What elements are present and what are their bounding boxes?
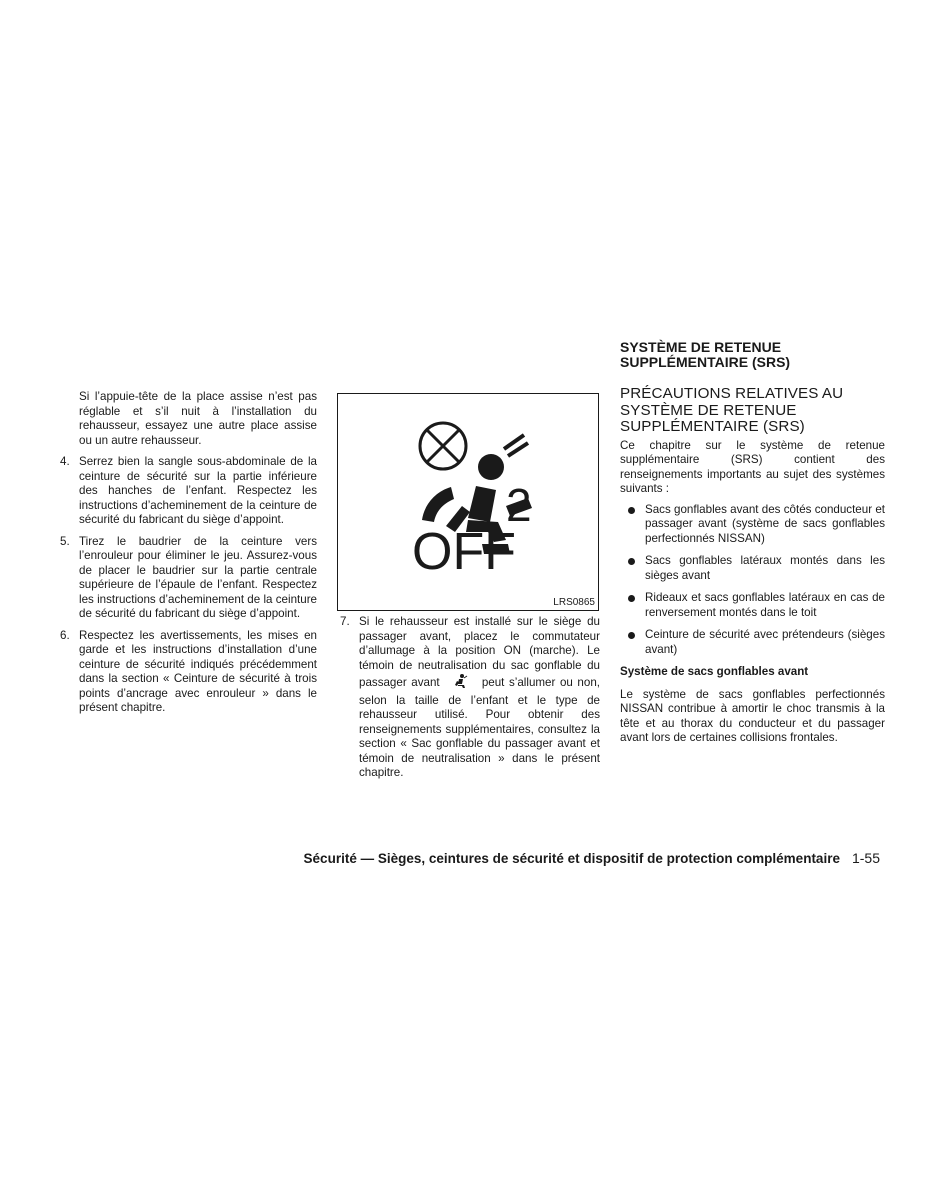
list-item — [340, 615, 600, 781]
item-text: Respectez les avertissements, les mises en garde et les instructions d’installation d’une ceinture de sécurité indiqués précédemment dans la section « Ceinture de sécurité à trois points d’ancrage avec enrouleur » dans le présent chapitre. — [79, 628, 317, 714]
item-text: Serrez bien la sangle sous-abdominale de la ceinture de sécurité sur la partie inférieure des hanches de l’enfant. Respectez les instructions d’acheminement de la ceinture de sécurité du fabricant du siège d’appoint. — [79, 455, 317, 526]
list-item — [620, 591, 885, 620]
bullet-text: Rideaux et sacs gonflables latéraux en cas de renversement montés dans le toit — [645, 591, 885, 619]
indicator-number: 2 — [506, 479, 532, 531]
bullet-icon — [628, 595, 635, 602]
page-footer — [0, 850, 880, 866]
bullet-text: Sacs gonflables latéraux montés dans les sièges avant — [645, 554, 885, 582]
section-subheading: PRÉCAUTIONS RELATIVES AU SYSTÈME DE RETENUE SUPPLÉMENTAIRE (SRS) — [620, 385, 844, 435]
list-item — [620, 554, 885, 583]
bullet-icon — [628, 558, 635, 565]
bullet-text: Ceinture de sécurité avec prétendeurs (sièges avant) — [645, 628, 885, 656]
item-number: 5. — [60, 534, 70, 548]
middle-column — [340, 615, 600, 788]
list-item — [620, 628, 885, 657]
left-column — [60, 390, 317, 723]
footer-title: Sécurité — Sièges, ceintures de sécurité et dispositif de protection complémentaire — [303, 851, 840, 866]
list-item — [60, 535, 317, 622]
item-text-before-icon: Si le rehausseur est installé sur le siège du passager avant, placez le commutateur d’allumage à la position ON (marche). Le témoin de neutralisation du sac gonflable du passager avant — [359, 615, 600, 689]
item-number: 7. — [340, 615, 350, 628]
item-text-after-icon: peut s’allumer ou non, selon la taille de l’enfant et le type de rehausseur utilisé. Pour obtenir des renseignements supplémentaires, consultez la section « Sac gonflable du passager avant et témoin de neutralisation » dans le présent chapitre. — [359, 676, 600, 779]
passenger-airbag-off-icon — [338, 394, 598, 610]
bullet-icon — [628, 632, 635, 639]
bullet-text: Sacs gonflables avant des côtés conducteur et passager avant (système de sacs gonflables perfectionnés NISSAN) — [645, 502, 885, 545]
indicator-text: OFF — [412, 523, 516, 581]
right-column — [620, 340, 885, 746]
item-text: Tirez le baudrier de la ceinture vers l’enrouleur pour éliminer le jeu. Assurez-vous de placer le baudrier sur la partie centrale supérieure de l’épaule de l’enfant. Respectez les instructions d’acheminement de la ceinture de sécurité du fabricant du siège d’appoint. — [79, 534, 317, 620]
headrest-note: Si l’appuie-tête de la place assise n’est pas réglable et s’il nuit à l’installation du rehausseur, essayez une autre place assise ou un autre rehausseur. — [79, 390, 317, 447]
srs-intro: Ce chapitre sur le système de retenue supplémentaire (SRS) contient des renseignements importants au sujet des systèmes suivants : — [620, 438, 885, 495]
front-airbag-title: Système de sacs gonflables avant — [620, 665, 809, 678]
item-number: 4. — [60, 455, 70, 468]
list-item — [620, 503, 885, 547]
item-number: 6. — [60, 628, 70, 642]
list-item — [60, 455, 317, 528]
page-number: 1-55 — [851, 850, 880, 866]
front-airbag-text: Le système de sacs gonflables perfectionnés NISSAN contribue à amortir le choc transmis à la tête et au thorax du conducteur et du passager avant lors de certaines collisions frontales. — [620, 687, 885, 744]
bullet-icon — [628, 507, 635, 514]
list-item — [60, 629, 317, 716]
airbag-off-figure — [337, 393, 599, 611]
airbag-indicator-icon — [454, 673, 468, 694]
figure-code: LRS0865 — [553, 597, 595, 608]
section-heading: SYSTÈME DE RETENUE SUPPLÉMENTAIRE (SRS) — [620, 339, 791, 370]
